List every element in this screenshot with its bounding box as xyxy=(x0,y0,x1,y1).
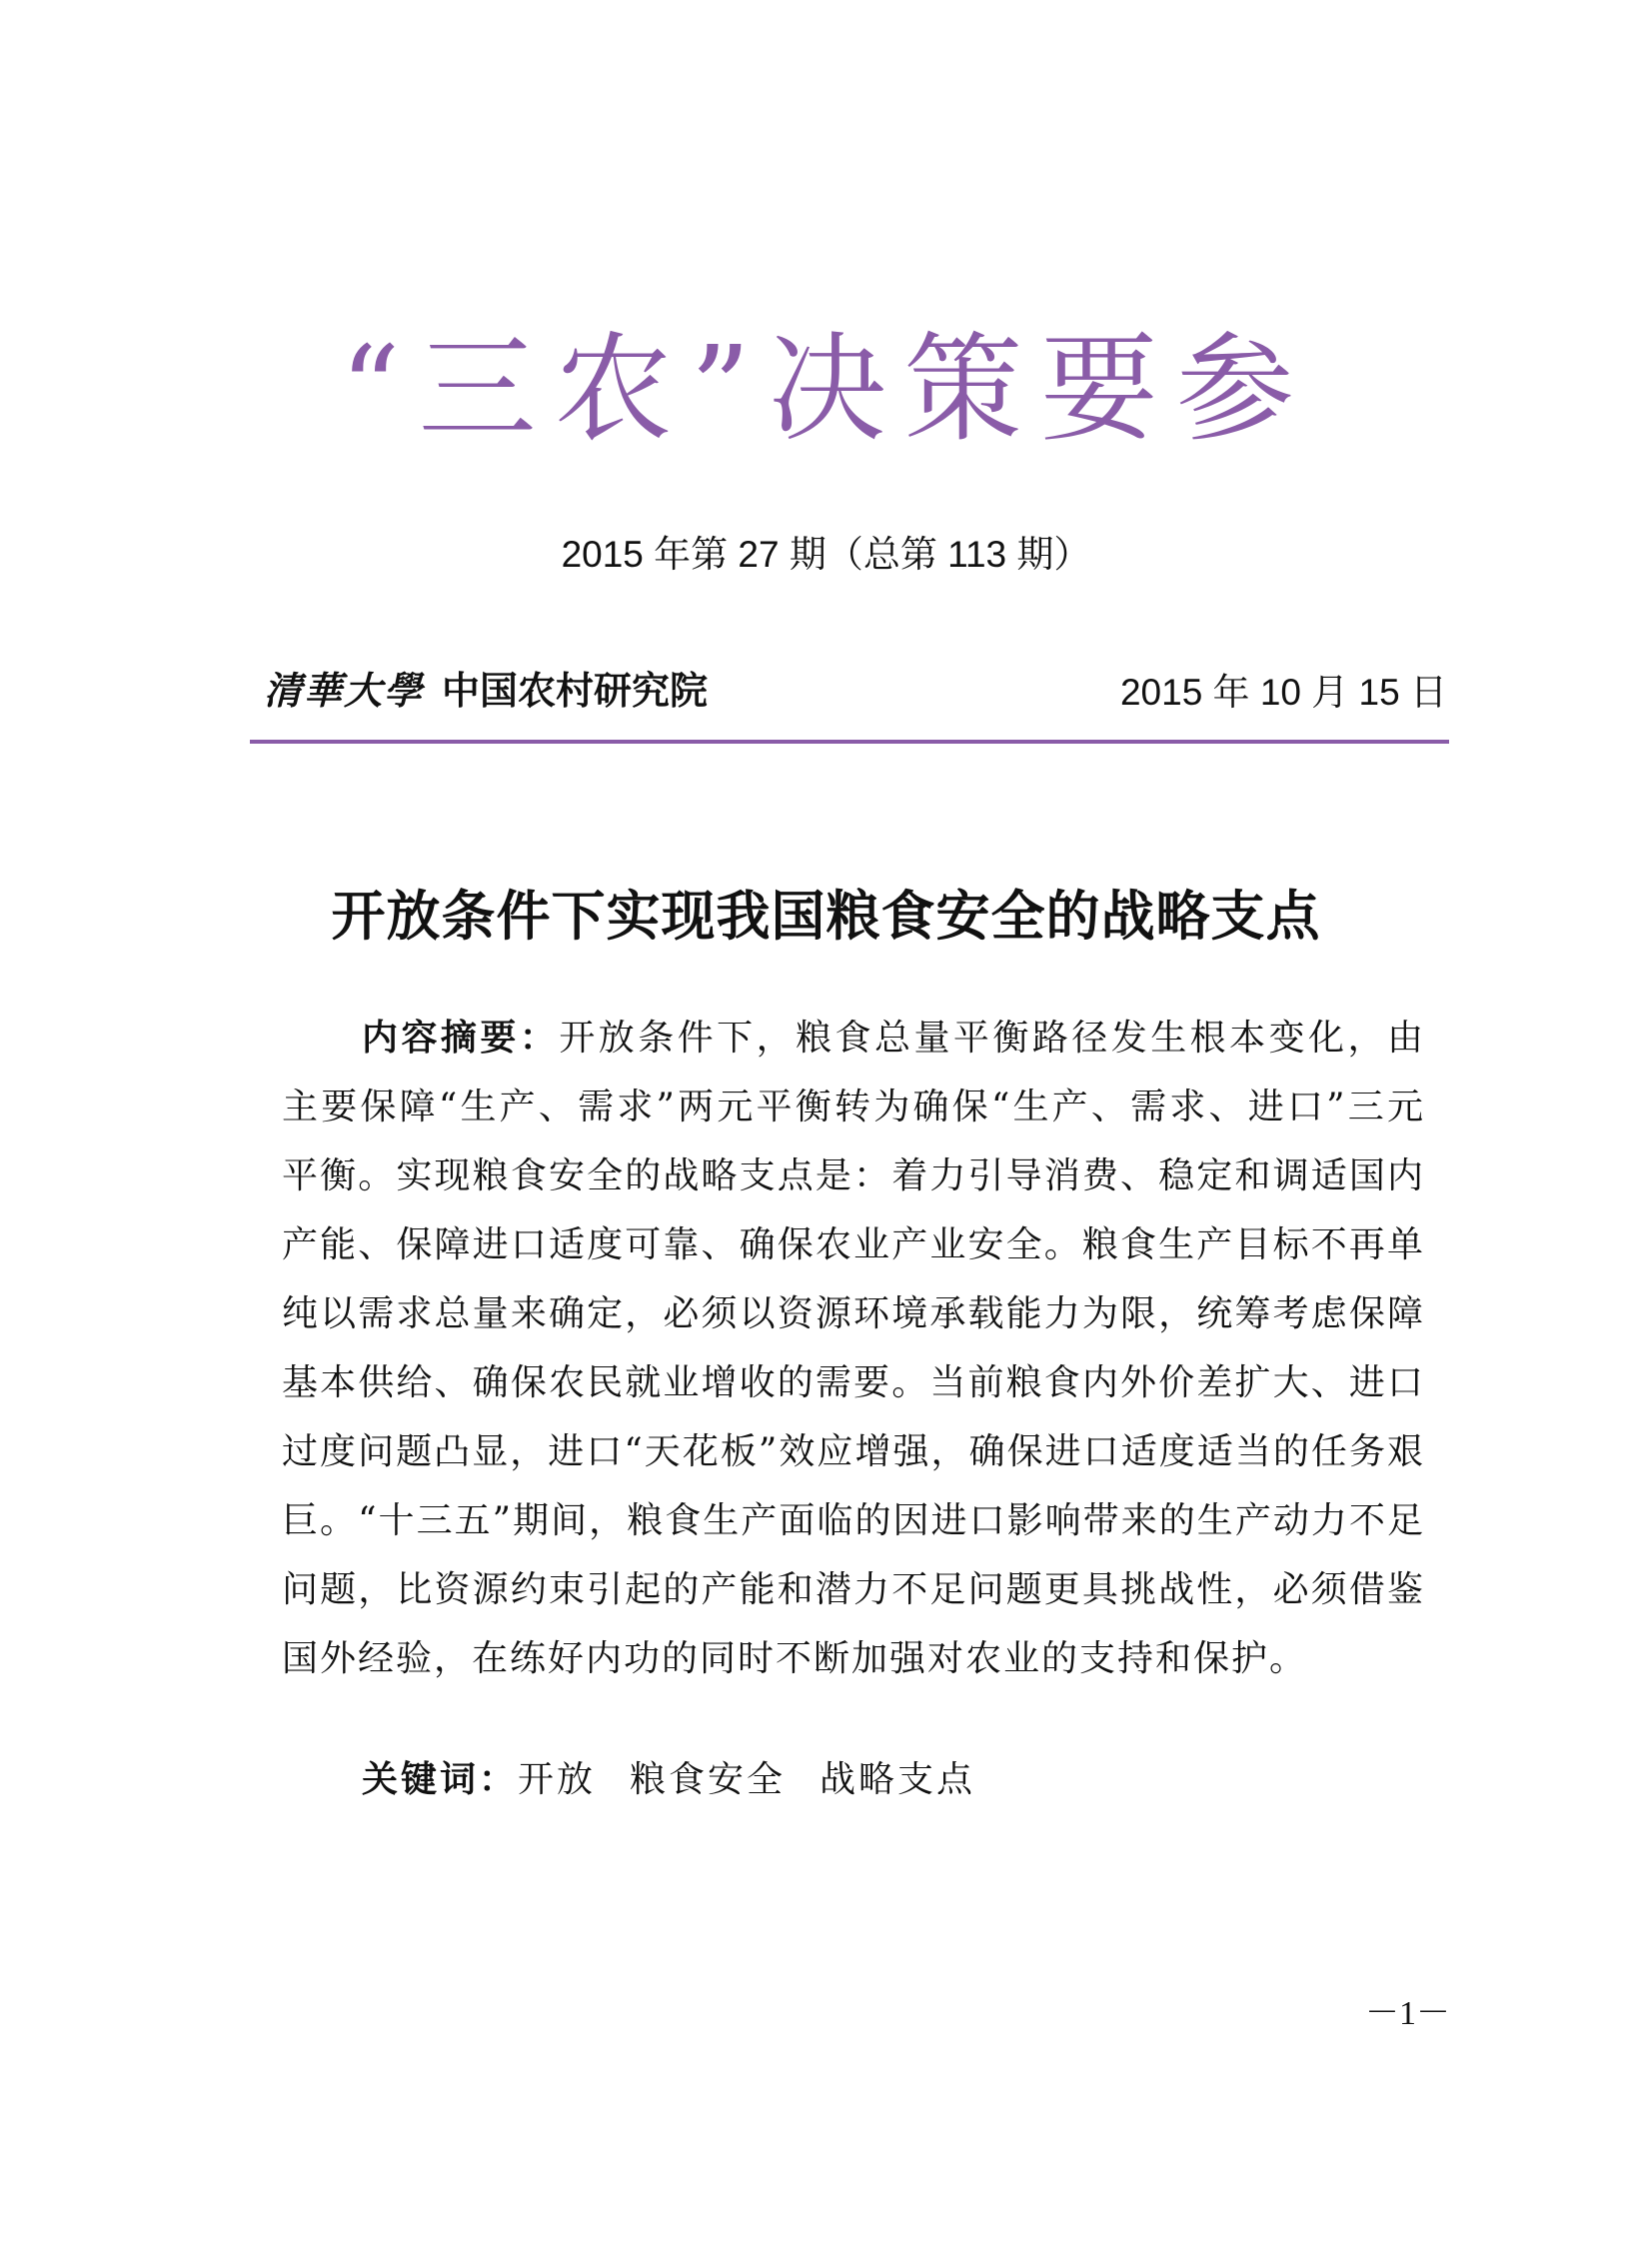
keywords-label: 关键词： xyxy=(362,1759,519,1800)
university-logo-text: 清華大學 xyxy=(264,668,425,713)
abstract-label: 内容摘要： xyxy=(362,1018,560,1059)
masthead-title: “三农”决策要参 xyxy=(340,320,1312,458)
abstract xyxy=(282,1004,1425,1693)
keyword: 战略支点 xyxy=(820,1759,976,1800)
keywords xyxy=(362,1751,1009,1802)
issue-number: 2015 年第 27 期（总第 113 期） xyxy=(561,534,1091,575)
keyword: 粮食安全 xyxy=(630,1759,787,1800)
header-divider xyxy=(250,740,1449,744)
article-title: 开放条件下实现我国粮食安全的战略支点 xyxy=(331,884,1321,948)
keyword: 开放 xyxy=(518,1759,597,1800)
publisher xyxy=(264,660,708,715)
institute-name: 中国农村研究院 xyxy=(442,669,709,713)
abstract-text: 开放条件下，粮食总量平衡路径发生根本变化，由主要保障“生产、需求”两元平衡转为确保“生产、需求、进口”三元平衡。实现粮食安全的战略支点是：着力引导消费、稳定和调适国内产能、保障进口适度可靠、确保农业产业安全。粮食生产目标不再单纯以需求总量来确定，必须以资源环境承载能力为限，统筹考虑保障基本供给、确保农民就业增收的需要。当前粮食内外价差扩大、进口过度问题凸显，进口“天花板”效应增强，确保进口适度适当的任务艰巨。“十三五”期间，粮食生产面临的因进口影响带来的生产动力不足问题，比资源约束引起的产能和潜力不足问题更具挑战性，必须借鉴国外经验，在练好内功的同时不断加强对农业的支持和保护。 xyxy=(282,1018,1425,1679)
page-number: －1－ xyxy=(1365,1995,1450,2032)
publish-date: 2015 年 10 月 15 日 xyxy=(1119,672,1447,713)
